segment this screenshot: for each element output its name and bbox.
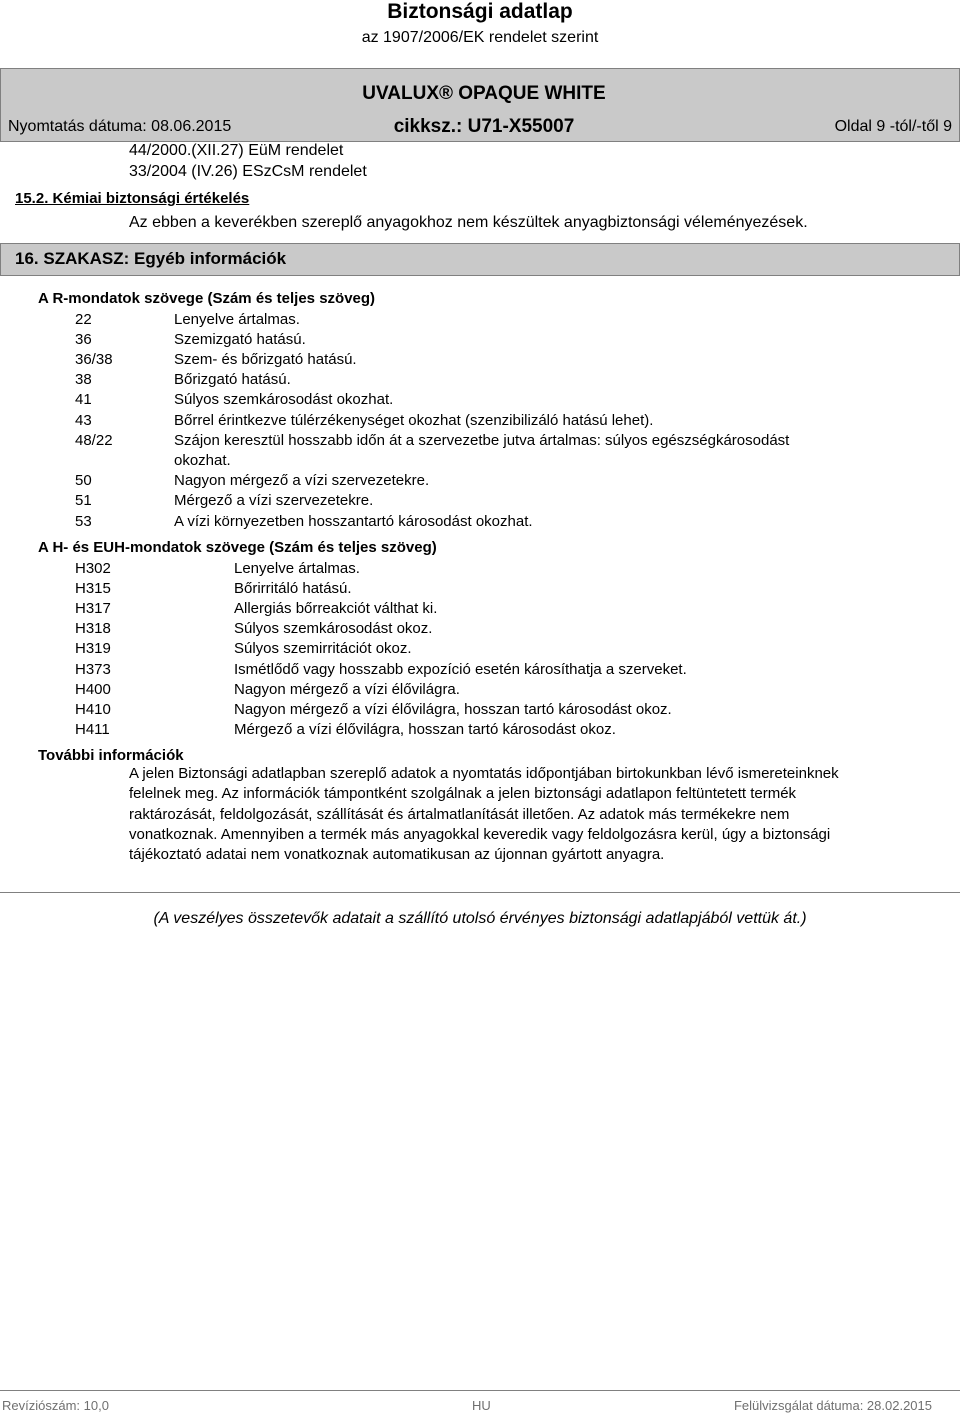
h-code: H410: [75, 701, 111, 718]
r-code: 48/22: [75, 432, 113, 449]
h-text: Nagyon mérgező a vízi élővilágra, hosszan tartó károsodást okoz.: [234, 701, 672, 718]
h-text: Nagyon mérgező a vízi élővilágra.: [234, 681, 460, 698]
language-code: HU: [472, 1398, 491, 1413]
r-code: 22: [75, 311, 92, 328]
r-text: Szem- és bőrizgató hatású.: [174, 351, 357, 368]
r-code: 51: [75, 492, 92, 509]
h-text: Súlyos szemkárosodást okoz.: [234, 620, 433, 637]
r-text: Súlyos szemkárosodást okozhat.: [174, 391, 394, 408]
regulation-line: 44/2000.(XII.27) EüM rendelet: [129, 142, 344, 159]
h-text: Lenyelve ártalmas.: [234, 560, 360, 577]
h-text: Súlyos szemirritációt okoz.: [234, 640, 412, 657]
h-code: H318: [75, 620, 111, 637]
page-number: Oldal 9 -tól/-től 9: [834, 118, 952, 135]
print-date: Nyomtatás dátuma: 08.06.2015: [8, 118, 232, 135]
section-15-2-heading: 15.2. Kémiai biztonsági értékelés: [15, 190, 250, 207]
h-phrases-heading: A H- és EUH-mondatok szövege (Szám és teljes szöveg): [38, 539, 437, 556]
r-code: 36/38: [75, 351, 113, 368]
h-code: H411: [75, 721, 110, 738]
h-text: Bőrirritáló hatású.: [234, 580, 352, 597]
r-code: 38: [75, 371, 92, 388]
h-code: H319: [75, 640, 111, 657]
r-code: 36: [75, 331, 92, 348]
r-code: 50: [75, 472, 92, 489]
review-date: Felülvizsgálat dátuma: 28.02.2015: [733, 1398, 932, 1413]
r-code: 53: [75, 513, 92, 530]
product-name: UVALUX® OPAQUE WHITE: [362, 83, 606, 104]
revision-number: Revíziószám: 10,0: [2, 1398, 109, 1413]
source-note: (A veszélyes összetevők adatait a szállító utolsó érvényes biztonsági adatlapjából vettük át.): [153, 910, 807, 927]
document-title: Biztonsági adatlap: [387, 0, 573, 23]
r-text: Bőrrel érintkezve túlérzékenységet okozhat (szenzibilizáló hatású lehet).: [174, 412, 654, 429]
h-code: H302: [75, 560, 111, 577]
h-code: H315: [75, 580, 111, 597]
r-text-continuation: okozhat.: [174, 452, 231, 469]
r-text: A vízi környezetben hosszantartó károsodást okozhat.: [174, 513, 533, 530]
h-text: Allergiás bőrreakciót válthat ki.: [234, 600, 438, 617]
r-text: Szemizgató hatású.: [174, 331, 306, 348]
more-info-text: A jelen Biztonsági adatlapban szereplő adatok a nyomtatás időpontjában birtokunkban lévő ismereteinknek felelnek meg. Az információk támpontként szolgálnak a jelen biztonsági adatlapon feltüntetett termék raktározását, feldolgozását, szállítását és ártalmatlanítását illetően. Az adatok más termékekre nem vonatkoznak. Amennyiben a termék más anyagokkal keveredik vagy feldolgozásra kerül, úgy a biztonsági tájékoztató adatai nem vonatkoznak automatikusan az újonnan gyártott anyagra.: [129, 765, 839, 864]
r-phrases-heading: A R-mondatok szövege (Szám és teljes szöveg): [38, 290, 376, 307]
r-text: Szájon keresztül hosszabb időn át a szervezetbe jutva ártalmas: súlyos egészségkárosodást: [174, 432, 790, 449]
r-text: Lenyelve ártalmas.: [174, 311, 300, 328]
section-15-2-text: Az ebben a keverékben szereplő anyagokhoz nem készültek anyagbiztonsági véleményezések.: [129, 214, 808, 231]
r-text: Bőrizgató hatású.: [174, 371, 291, 388]
footer-divider: [0, 1390, 960, 1391]
divider: [0, 892, 960, 893]
more-info-heading: További információk: [38, 747, 184, 764]
r-text: Mérgező a vízi szervezetekre.: [174, 492, 374, 509]
r-code: 41: [75, 391, 92, 408]
item-number: cikksz.: U71-X55007: [393, 116, 575, 137]
r-text: Nagyon mérgező a vízi szervezetekre.: [174, 472, 430, 489]
h-text: Mérgező a vízi élővilágra, hosszan tartó károsodást okoz.: [234, 721, 616, 738]
h-code: H317: [75, 600, 111, 617]
regulation-line: 33/2004 (IV.26) ESzCsM rendelet: [129, 163, 367, 180]
section-16-heading: 16. SZAKASZ: Egyéb információk: [15, 249, 287, 268]
r-code: 43: [75, 412, 92, 429]
h-text: Ismétlődő vagy hosszabb expozíció esetén károsíthatja a szerveket.: [234, 661, 687, 678]
h-code: H373: [75, 661, 111, 678]
document-subtitle: az 1907/2006/EK rendelet szerint: [361, 29, 599, 46]
h-code: H400: [75, 681, 111, 698]
